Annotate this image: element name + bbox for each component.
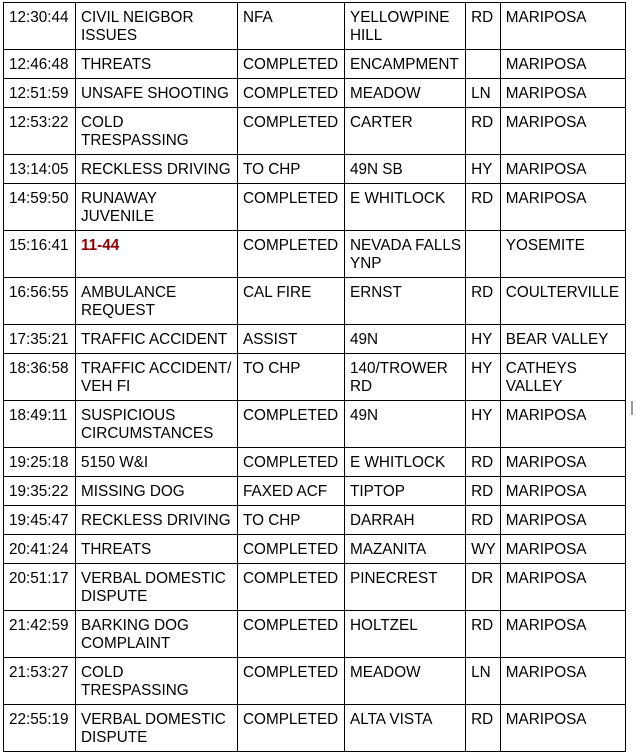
cell-line: 140/TROWER xyxy=(350,360,448,377)
scroll-marker xyxy=(631,401,633,415)
time-cell: 18:36:58 xyxy=(4,354,76,401)
street-suffix-cell: RD xyxy=(466,184,501,231)
time-cell: 14:59:50 xyxy=(4,184,76,231)
table-row xyxy=(4,108,626,155)
cell-line: VERBAL DOMESTIC xyxy=(81,711,226,728)
location-cell xyxy=(345,611,466,658)
table-row xyxy=(4,658,626,705)
time-cell: 12:51:59 xyxy=(4,79,76,108)
street-suffix-cell xyxy=(466,50,501,79)
city-cell: MARIPOSA xyxy=(500,448,625,477)
city-cell: CATHEYS VALLEY xyxy=(500,354,625,401)
cell-line: JUVENILE xyxy=(81,208,155,225)
location-cell xyxy=(345,155,466,184)
time-cell: 17:35:21 xyxy=(4,325,76,354)
cell-line: PINECREST xyxy=(350,570,438,587)
street-suffix-cell: HY xyxy=(466,325,501,354)
cell-line: HILL xyxy=(350,27,383,44)
table-row xyxy=(4,401,626,448)
table-row xyxy=(4,325,626,354)
disposition-cell: COMPLETED xyxy=(238,535,345,564)
cell-line: DISPUTE xyxy=(81,588,148,605)
cell-line: SUSPICIOUS xyxy=(81,407,176,424)
street-suffix-cell: LN xyxy=(466,658,501,705)
cell-line: ERNST xyxy=(350,284,402,301)
cell-line: TIPTOP xyxy=(350,483,405,500)
type-cell xyxy=(76,108,238,155)
cell-line: RECKLESS DRIVING xyxy=(81,512,231,529)
street-suffix-cell: RD xyxy=(466,506,501,535)
location-cell xyxy=(345,184,466,231)
cell-line: 49N SB xyxy=(350,161,403,178)
city-cell: MARIPOSA xyxy=(500,108,625,155)
disposition-cell: COMPLETED xyxy=(238,564,345,611)
time-cell: 18:49:11 xyxy=(4,401,76,448)
city-cell: MARIPOSA xyxy=(500,155,625,184)
disposition-cell: COMPLETED xyxy=(238,231,345,278)
type-cell xyxy=(76,448,238,477)
table-row xyxy=(4,564,626,611)
location-cell xyxy=(345,448,466,477)
time-cell: 21:53:27 xyxy=(4,658,76,705)
cell-line: DISPUTE xyxy=(81,729,148,746)
disposition-cell: COMPLETED xyxy=(238,108,345,155)
street-suffix-cell: DR xyxy=(466,564,501,611)
city-cell: YOSEMITE xyxy=(500,231,625,278)
table-row xyxy=(4,3,626,50)
cell-line: COLD xyxy=(81,114,124,131)
street-suffix-cell: RD xyxy=(466,108,501,155)
city-cell: MARIPOSA xyxy=(500,3,625,50)
type-cell xyxy=(76,564,238,611)
street-suffix-cell: RD xyxy=(466,448,501,477)
city-cell: BEAR VALLEY xyxy=(500,325,625,354)
cell-line: 11-44 xyxy=(81,237,120,254)
disposition-cell: COMPLETED xyxy=(238,705,345,752)
time-cell: 22:55:19 xyxy=(4,705,76,752)
time-cell: 21:42:59 xyxy=(4,611,76,658)
cell-line: TRESPASSING xyxy=(81,132,189,149)
cell-line: CIVIL NEIGBOR xyxy=(81,9,194,26)
disposition-cell: TO CHP xyxy=(238,155,345,184)
disposition-cell: COMPLETED xyxy=(238,658,345,705)
city-cell: COULTERVILLE xyxy=(500,278,625,325)
city-cell: MARIPOSA xyxy=(500,658,625,705)
cell-line: BARKING DOG xyxy=(81,617,189,634)
location-cell xyxy=(345,108,466,155)
cell-line: E WHITLOCK xyxy=(350,190,446,207)
street-suffix-cell: RD xyxy=(466,705,501,752)
city-cell: MARIPOSA xyxy=(500,79,625,108)
location-cell xyxy=(345,477,466,506)
cell-line: ENCAMPMENT xyxy=(350,56,459,73)
cell-line: HOLTZEL xyxy=(350,617,418,634)
cell-line: 49N xyxy=(350,331,379,348)
type-cell xyxy=(76,325,238,354)
cell-line: 49N xyxy=(350,407,379,424)
cell-line: RD xyxy=(350,378,373,395)
street-suffix-cell: WY xyxy=(466,535,501,564)
location-cell xyxy=(345,50,466,79)
type-cell xyxy=(76,184,238,231)
street-suffix-cell: HY xyxy=(466,354,501,401)
location-cell xyxy=(345,79,466,108)
call-log-body xyxy=(4,3,626,752)
table-row xyxy=(4,231,626,278)
city-cell: MARIPOSA xyxy=(500,50,625,79)
type-cell xyxy=(76,611,238,658)
street-suffix-cell: HY xyxy=(466,155,501,184)
street-suffix-cell: RD xyxy=(466,477,501,506)
city-cell: MARIPOSA xyxy=(500,705,625,752)
cell-line: RECKLESS DRIVING xyxy=(81,161,231,178)
type-cell xyxy=(76,658,238,705)
type-cell xyxy=(76,79,238,108)
cell-line: TRESPASSING xyxy=(81,682,189,699)
cell-line: YNP xyxy=(350,255,382,272)
disposition-cell: COMPLETED xyxy=(238,79,345,108)
city-cell: MARIPOSA xyxy=(500,506,625,535)
table-row xyxy=(4,535,626,564)
table-row xyxy=(4,278,626,325)
city-cell: MARIPOSA xyxy=(500,535,625,564)
time-cell: 12:30:44 xyxy=(4,3,76,50)
cell-line: MEADOW xyxy=(350,664,421,681)
time-cell: 19:25:18 xyxy=(4,448,76,477)
table-row xyxy=(4,155,626,184)
type-cell xyxy=(76,3,238,50)
location-cell xyxy=(345,705,466,752)
call-log-table xyxy=(3,2,626,752)
disposition-cell: ASSIST xyxy=(238,325,345,354)
cell-line: DARRAH xyxy=(350,512,415,529)
time-cell: 12:46:48 xyxy=(4,50,76,79)
city-cell: MARIPOSA xyxy=(500,564,625,611)
disposition-cell: FAXED ACF xyxy=(238,477,345,506)
location-cell xyxy=(345,401,466,448)
cell-line: REQUEST xyxy=(81,302,155,319)
location-cell xyxy=(345,506,466,535)
street-suffix-cell: RD xyxy=(466,3,501,50)
location-cell xyxy=(345,535,466,564)
cell-line: NEVADA FALLS xyxy=(350,237,462,254)
city-cell: MARIPOSA xyxy=(500,477,625,506)
street-suffix-cell: RD xyxy=(466,278,501,325)
cell-line: CARTER xyxy=(350,114,413,131)
time-cell: 19:35:22 xyxy=(4,477,76,506)
cell-line: VERBAL DOMESTIC xyxy=(81,570,226,587)
location-cell xyxy=(345,564,466,611)
table-row xyxy=(4,705,626,752)
type-cell xyxy=(76,705,238,752)
type-cell xyxy=(76,278,238,325)
city-cell: MARIPOSA xyxy=(500,184,625,231)
table-row xyxy=(4,448,626,477)
type-cell xyxy=(76,401,238,448)
disposition-cell: COMPLETED xyxy=(238,611,345,658)
disposition-cell: NFA xyxy=(238,3,345,50)
disposition-cell: COMPLETED xyxy=(238,401,345,448)
location-cell xyxy=(345,278,466,325)
location-cell xyxy=(345,231,466,278)
cell-line: ALTA VISTA xyxy=(350,711,433,728)
city-cell: MARIPOSA xyxy=(500,401,625,448)
table-row xyxy=(4,354,626,401)
cell-line: ISSUES xyxy=(81,27,138,44)
cell-line: UNSAFE SHOOTING xyxy=(81,85,229,102)
street-suffix-cell: LN xyxy=(466,79,501,108)
time-cell: 12:53:22 xyxy=(4,108,76,155)
cell-line: MISSING DOG xyxy=(81,483,185,500)
cell-line: MEADOW xyxy=(350,85,421,102)
time-cell: 13:14:05 xyxy=(4,155,76,184)
cell-line: 5150 W&I xyxy=(81,454,149,471)
type-cell xyxy=(76,354,238,401)
cell-line: RUNAWAY xyxy=(81,190,157,207)
location-cell xyxy=(345,3,466,50)
time-cell: 16:56:55 xyxy=(4,278,76,325)
street-suffix-cell: RD xyxy=(466,611,501,658)
location-cell xyxy=(345,325,466,354)
type-cell xyxy=(76,506,238,535)
cell-line: CIRCUMSTANCES xyxy=(81,425,214,442)
cell-line: VEH FI xyxy=(81,378,131,395)
table-row xyxy=(4,184,626,231)
location-cell xyxy=(345,354,466,401)
cell-line: THREATS xyxy=(81,541,152,558)
location-cell xyxy=(345,658,466,705)
cell-line: E WHITLOCK xyxy=(350,454,446,471)
type-cell xyxy=(76,535,238,564)
table-row xyxy=(4,506,626,535)
cell-line: AMBULANCE xyxy=(81,284,177,301)
table-row xyxy=(4,50,626,79)
disposition-cell: COMPLETED xyxy=(238,50,345,79)
table-row xyxy=(4,79,626,108)
cell-line: YELLOWPINE xyxy=(350,9,450,26)
cell-line: COLD xyxy=(81,664,124,681)
disposition-cell: COMPLETED xyxy=(238,184,345,231)
cell-line: THREATS xyxy=(81,56,152,73)
cell-line: TRAFFIC ACCIDENT xyxy=(81,331,228,348)
street-suffix-cell: HY xyxy=(466,401,501,448)
cell-line: MAZANITA xyxy=(350,541,427,558)
time-cell: 19:45:47 xyxy=(4,506,76,535)
cell-line: TRAFFIC ACCIDENT/ xyxy=(81,360,232,377)
cell-line: COMPLAINT xyxy=(81,635,171,652)
time-cell: 15:16:41 xyxy=(4,231,76,278)
disposition-cell: TO CHP xyxy=(238,354,345,401)
disposition-cell: TO CHP xyxy=(238,506,345,535)
disposition-cell: COMPLETED xyxy=(238,448,345,477)
time-cell: 20:51:17 xyxy=(4,564,76,611)
time-cell: 20:41:24 xyxy=(4,535,76,564)
table-row xyxy=(4,477,626,506)
disposition-cell: CAL FIRE xyxy=(238,278,345,325)
type-cell xyxy=(76,50,238,79)
type-cell xyxy=(76,231,238,278)
table-row xyxy=(4,611,626,658)
street-suffix-cell xyxy=(466,231,501,278)
type-cell xyxy=(76,477,238,506)
type-cell xyxy=(76,155,238,184)
city-cell: MARIPOSA xyxy=(500,611,625,658)
